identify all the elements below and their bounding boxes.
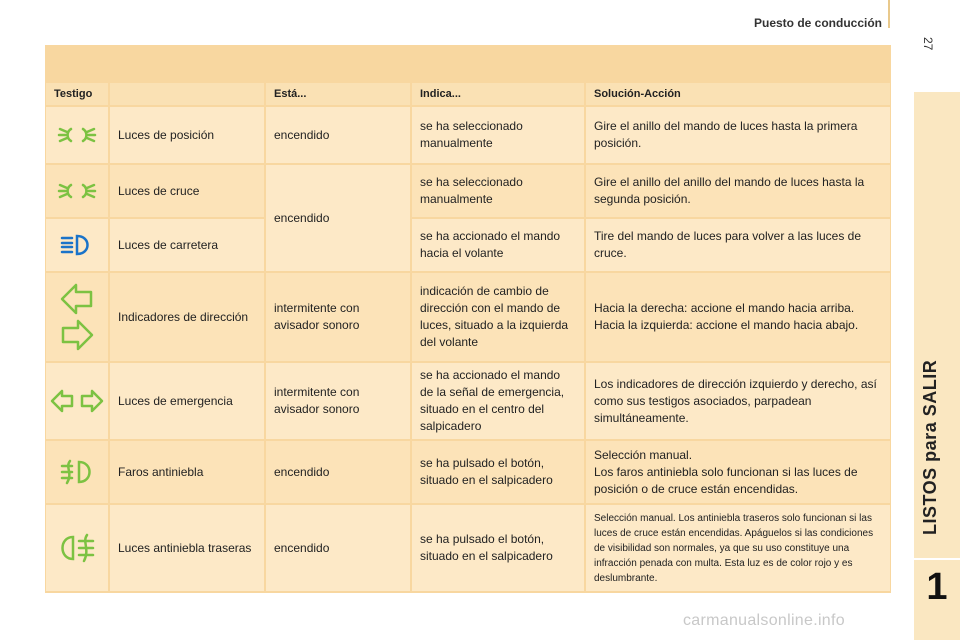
warning-lights-table [45, 45, 891, 593]
col-header-esta: Está... [266, 83, 410, 105]
cell-label: Luces de cruce [110, 165, 264, 217]
header-divider [888, 0, 890, 28]
cell-action: Tire del mando de luces para volver a las luces de cruce. [586, 219, 890, 271]
cell-action: Selección manual. Los antiniebla traseros solo funcionan si las luces de cruce están encendidas. Apáguelos si las condiciones de visibilidad son normales, ya que su uso constituye una infracción penada con multa. Esta luz es de color rojo y es deslumbrante. [586, 505, 890, 591]
action-line: Selección manual. [594, 447, 693, 462]
table-row [46, 165, 890, 217]
cell-indicates: indicación de cambio de dirección con el mando de luces, situado a la izquierda del volante [412, 273, 584, 361]
cell-label: Luces antiniebla traseras [110, 505, 264, 591]
hazard-lights-icon [46, 363, 108, 439]
cell-label: Luces de emergencia [110, 363, 264, 439]
table-top-band [45, 45, 891, 81]
table-row [46, 107, 890, 163]
action-line: Hacia la izquierda: accione el mando hacia abajo. [594, 318, 859, 332]
table-header-row [46, 83, 890, 105]
col-header-blank [110, 83, 264, 105]
cell-indicates: se ha accionado el mando de la señal de emergencia, situado en el centro del salpicadero [412, 363, 584, 439]
cell-state: intermitente con avisador sonoro [266, 273, 410, 361]
cell-label: Luces de posición [110, 107, 264, 163]
cell-indicates: se ha pulsado el botón, situado en el salpicadero [412, 505, 584, 591]
table-row [46, 441, 890, 503]
action-line: Hacia la derecha: accione el mando hacia arriba. [594, 301, 855, 315]
cell-label: Luces de carretera [110, 219, 264, 271]
cell-action: Gire el anillo del mando de luces hasta la primera posición. [586, 107, 890, 163]
cell-action: Gire el anillo del anillo del mando de luces hasta la segunda posición. [586, 165, 890, 217]
table-row [46, 505, 890, 591]
low-beam-icon [46, 165, 108, 217]
cell-state: encendido [266, 441, 410, 503]
page-number: 27 [921, 37, 935, 51]
warning-lights-grid [44, 81, 892, 593]
cell-label: Faros antiniebla [110, 441, 264, 503]
cell-indicates: se ha accionado el mando hacia el volante [412, 219, 584, 271]
col-header-testigo: Testigo [46, 83, 108, 105]
chapter-tab-label: LISTOS para SALIR [920, 360, 940, 536]
table-row [46, 219, 890, 271]
col-header-indica: Indica... [412, 83, 584, 105]
cell-state: encendido [266, 165, 410, 271]
position-lights-icon [46, 107, 108, 163]
rear-fog-icon [46, 505, 108, 591]
col-header-solucion: Solución-Acción [586, 83, 890, 105]
cell-state: intermitente con avisador sonoro [266, 363, 410, 439]
table-row [46, 363, 890, 439]
turn-signal-icon [46, 273, 108, 361]
cell-action: Los indicadores de dirección izquierdo y derecho, así como sus testigos asociados, parpadean simultáneamente. [586, 363, 890, 439]
cell-state: encendido [266, 505, 410, 591]
chapter-tab-divider [914, 558, 960, 560]
high-beam-icon [46, 219, 108, 271]
watermark-text: carmanualsonline.info [683, 612, 845, 629]
cell-indicates: se ha seleccionado manualmente [412, 165, 584, 217]
cell-state: encendido [266, 107, 410, 163]
page-section-title: Puesto de conducción [753, 16, 882, 30]
front-fog-icon [46, 441, 108, 503]
chapter-tab-number: 1 [926, 566, 948, 608]
cell-indicates: se ha pulsado el botón, situado en el salpicadero [412, 441, 584, 503]
cell-indicates: se ha seleccionado manualmente [412, 107, 584, 163]
cell-action [586, 441, 890, 503]
cell-label: Indicadores de dirección [110, 273, 264, 361]
cell-action [586, 273, 890, 361]
table-row [46, 273, 890, 361]
action-line: Los faros antiniebla solo funcionan si las luces de posición o de cruce están encendidas. [594, 464, 858, 496]
